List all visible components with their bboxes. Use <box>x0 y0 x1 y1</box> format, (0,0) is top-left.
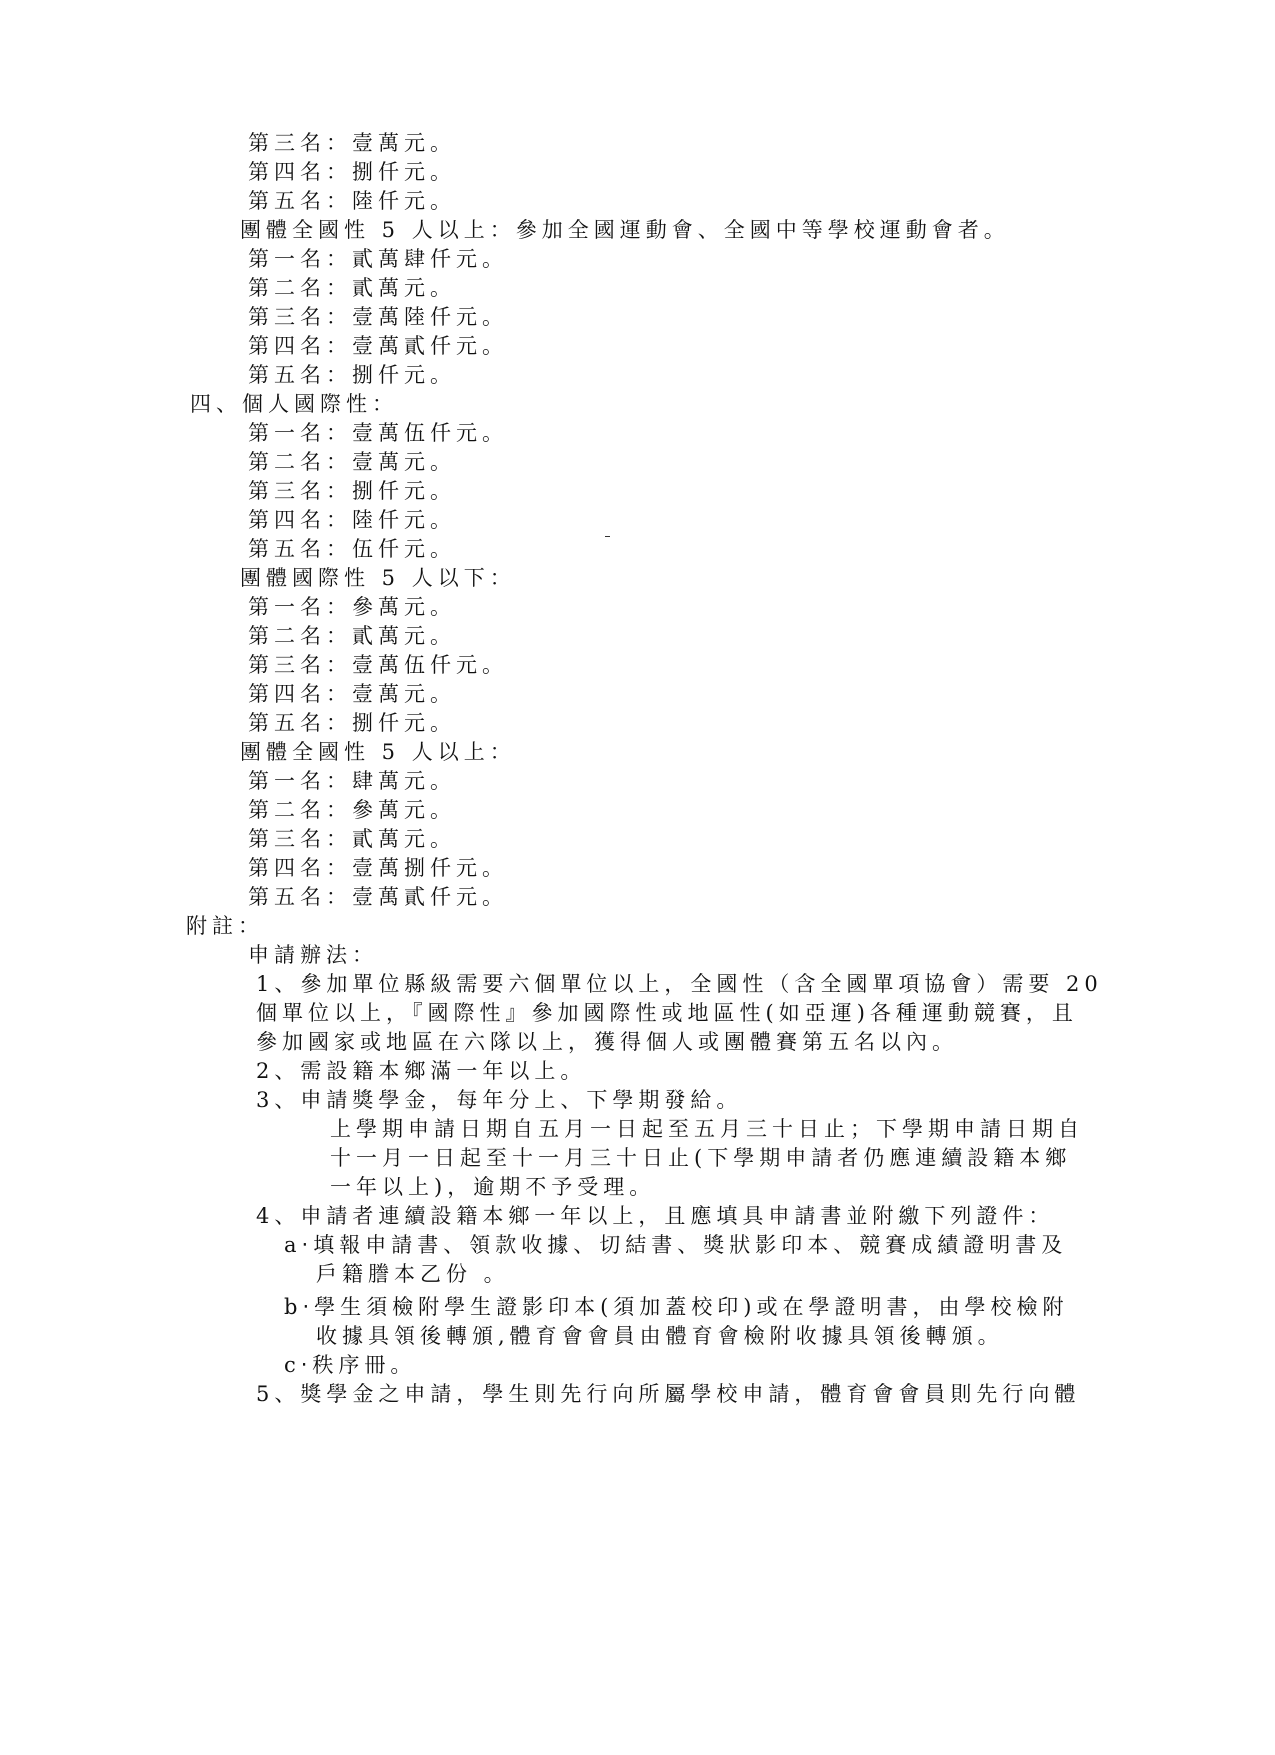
prize-line: 第四名：陸仟元。 <box>248 508 456 532</box>
prize-line: 第四名：捌仟元。 <box>248 160 456 184</box>
note-item-3-detail: 一年以上)，逾期不予受理。 <box>330 1175 656 1199</box>
prize-line: 第四名：壹萬貳仟元。 <box>248 334 508 358</box>
prize-line: 第一名：參萬元。 <box>248 595 456 619</box>
note-item-4b: 收據具領後轉頒,體育會會員由體育會檢附收據具領後轉頒。 <box>316 1324 1004 1348</box>
note-item-3-detail: 上學期申請日期自五月一日起至五月三十日止；下學期申請日期自 <box>330 1117 1084 1141</box>
prize-line: 第五名：捌仟元。 <box>248 711 456 735</box>
prize-line: 第五名：壹萬貳仟元。 <box>248 885 508 909</box>
note-item-2: 2、需設籍本鄉滿一年以上。 <box>256 1059 587 1083</box>
prize-line: 第四名：壹萬捌仟元。 <box>248 856 508 880</box>
note-item-4b: b‧學生須檢附學生證影印本(須加蓋校印)或在學證明書，由學校檢附 <box>284 1295 1069 1319</box>
prize-line: 第二名：參萬元。 <box>248 798 456 822</box>
note-item-5: 5、獎學金之申請，學生則先行向所屬學校申請，體育會會員則先行向體 <box>256 1382 1081 1406</box>
prize-line: 第三名：貳萬元。 <box>248 827 456 851</box>
category-heading: 團體全國性 5 人以上：參加全國運動會、全國中等學校運動會者。 <box>240 218 1010 242</box>
prize-line: 第四名：壹萬元。 <box>248 682 456 706</box>
category-heading: 團體全國性 5 人以上： <box>240 740 516 764</box>
note-item-1-line: 參加國家或地區在六隊以上，獲得個人或團體賽第五名以內。 <box>256 1030 958 1054</box>
note-item-1-line: 個單位以上，『國際性』參加國際性或地區性(如亞運)各種運動競賽，且 <box>256 1001 1078 1025</box>
note-item-4a: 戶籍謄本乙份 。 <box>316 1262 510 1286</box>
category-heading: 團體國際性 5 人以下： <box>240 566 516 590</box>
prize-line: 第三名：壹萬陸仟元。 <box>248 305 508 329</box>
prize-line: 第三名：壹萬元。 <box>248 131 456 155</box>
note-item-4: 4、申請者連續設籍本鄉一年以上，且應填具申請書並附繳下列證件： <box>256 1204 1055 1228</box>
scan-speck <box>605 536 610 537</box>
note-item-3-detail: 十一月一日起至十一月三十日止(下學期申請者仍應連續設籍本鄉 <box>330 1146 1072 1170</box>
notes-heading: 附註： <box>186 914 264 938</box>
notes-subheading: 申請辦法： <box>248 943 378 967</box>
prize-line: 第五名：陸仟元。 <box>248 189 456 213</box>
note-item-4c: c‧秩序冊。 <box>284 1353 417 1377</box>
prize-line: 第二名：貳萬元。 <box>248 624 456 648</box>
prize-line: 第三名：壹萬伍仟元。 <box>248 653 508 677</box>
note-item-3: 3、申請獎學金，每年分上、下學期發給。 <box>256 1088 743 1112</box>
prize-line: 第五名：伍仟元。 <box>248 537 456 561</box>
prize-line: 第二名：壹萬元。 <box>248 450 456 474</box>
note-item-4a: a‧填報申請書、領款收據、切結書、獎狀影印本、競賽成績證明書及 <box>284 1233 1068 1257</box>
prize-line: 第五名：捌仟元。 <box>248 363 456 387</box>
section-heading: 四、個人國際性： <box>190 392 398 416</box>
prize-line: 第一名：壹萬伍仟元。 <box>248 421 508 445</box>
note-item-1-line: 1、參加單位縣級需要六個單位以上，全國性（含全國單項協會）需要 20 <box>256 972 1103 996</box>
prize-line: 第一名：肆萬元。 <box>248 769 456 793</box>
prize-line: 第二名：貳萬元。 <box>248 276 456 300</box>
prize-line: 第一名：貳萬肆仟元。 <box>248 247 508 271</box>
prize-line: 第三名：捌仟元。 <box>248 479 456 503</box>
